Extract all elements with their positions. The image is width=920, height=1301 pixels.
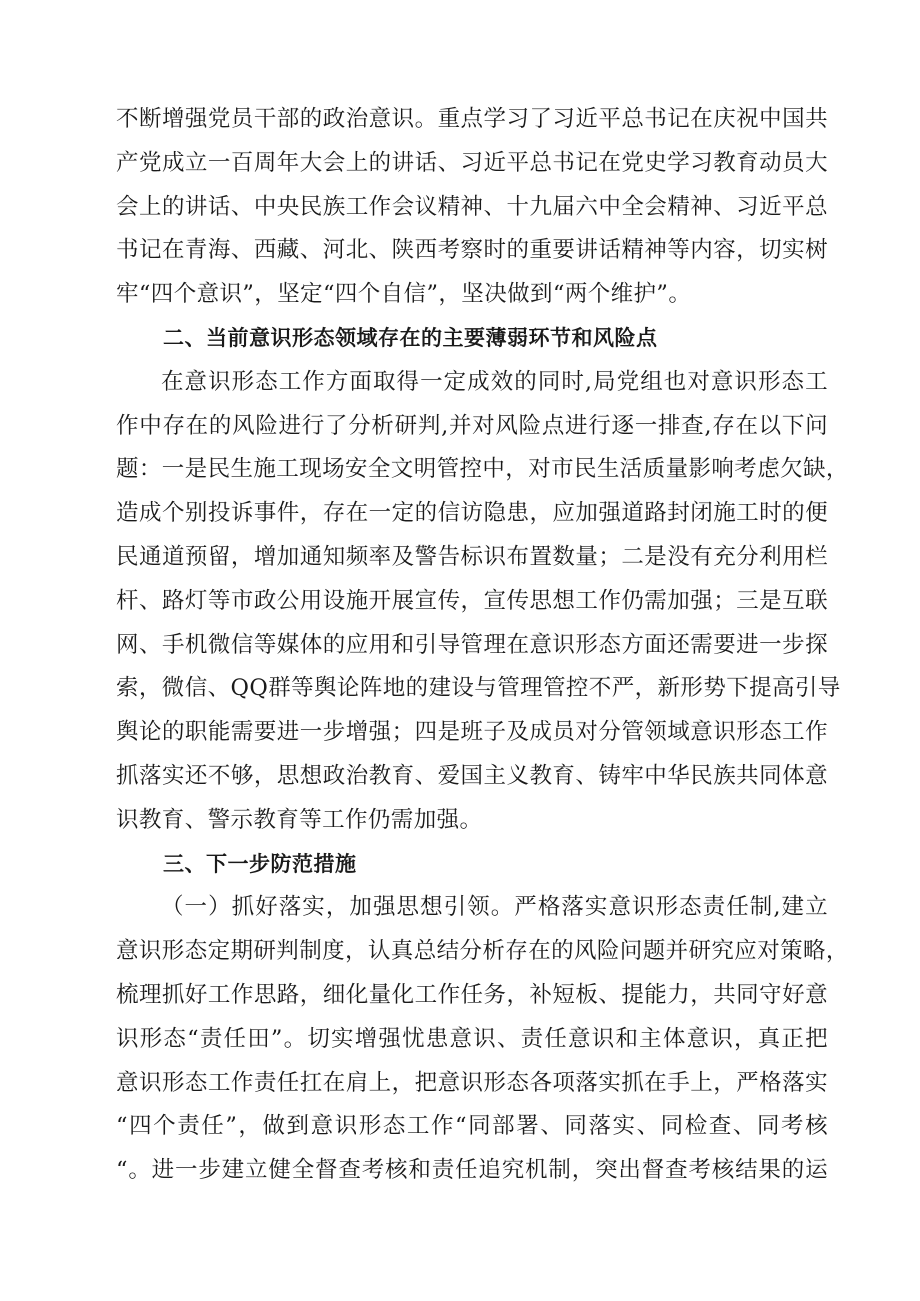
- paragraph-line: 会上的讲话、中央民族工作会议精神、十九届六中全会精神、习近平总: [116, 193, 828, 220]
- paragraph-line: 不断增强党员干部的政治意识。重点学习了习近平总书记在庆祝中国共: [116, 106, 828, 132]
- paragraph-political-awareness: [116, 98, 828, 317]
- section-heading-next-steps: 三、下一步防范措施: [163, 851, 357, 876]
- paragraph-line: 题：一是民生施工现场安全文明管控中，对市民生活质量影响考虑欠缺，: [116, 456, 849, 483]
- paragraph-line: “四个责任”，做到意识形态工作“同部署、同落实、同检查、同考核: [116, 1113, 828, 1140]
- paragraph-line: 识教育、警示教育等工作仍需加强。: [116, 806, 483, 833]
- paragraph-risk-analysis: [116, 361, 849, 843]
- paragraph-line: 牢“四个意识”，坚定“四个自信”，坚决做到“两个维护”。: [116, 281, 692, 308]
- paragraph-line: 产党成立一百周年大会上的讲话、习近平总书记在党史学习教育动员大: [116, 149, 828, 176]
- paragraph-line: 作中存在的风险进行了分析研判,并对风险点进行逐一排查,存在以下问: [116, 412, 828, 439]
- paragraph-line: 意识形态定期研判制度，认真总结分析存在的风险问题并研究应对策略，: [116, 938, 849, 965]
- paragraph-line: 索，微信、QQ群等舆论阵地的建设与管理管控不严，新形势下提高引导: [116, 675, 841, 702]
- paragraph-line: 抓落实还不够，思想政治教育、爱国主义教育、铸牢中华民族共同体意: [116, 762, 828, 789]
- paragraph-line: “。进一步建立健全督查考核和责任追究机制，突出督查考核结果的运: [116, 1157, 828, 1184]
- paragraph-line: 梳理抓好工作思路，细化量化工作任务，补短板、提能力，共同守好意: [116, 981, 828, 1008]
- paragraph-line: 造成个别投诉事件，存在一定的信访隐患，应加强道路封闭施工时的便: [116, 500, 828, 527]
- paragraph-line: 舆论的职能需要进一步增强；四是班子及成员对分管领域意识形态工作: [116, 719, 828, 746]
- paragraph-line: 意识形态工作责任扛在肩上，把意识形态各项落实抓在手上，严格落实: [116, 1069, 828, 1096]
- paragraph-line: 网、手机微信等媒体的应用和引导管理在意识形态方面还需要进一步探: [116, 631, 828, 658]
- paragraph-line: （一）抓好落实，加强思想引领。严格落实意识形态责任制,建立: [161, 894, 828, 921]
- paragraph-line: 杆、路灯等市政公用设施开展宣传，宣传思想工作仍需加强；三是互联: [116, 587, 828, 614]
- section-heading-weak-points: 二、当前意识形态领域存在的主要薄弱环节和风险点: [163, 325, 658, 350]
- paragraph-implementation: [116, 886, 849, 1193]
- paragraph-line: 在意识形态工作方面取得一定成效的同时,局党组也对意识形态工: [161, 368, 828, 395]
- paragraph-line: 识形态“责任田”。切实增强忧患意识、责任意识和主体意识，真正把: [116, 1025, 828, 1052]
- document-page: [116, 98, 849, 1193]
- paragraph-line: 民通道预留，增加通知频率及警告标识布置数量；二是没有充分利用栏: [116, 543, 828, 570]
- paragraph-line: 书记在青海、西藏、河北、陕西考察时的重要讲话精神等内容，切实树: [116, 237, 828, 264]
